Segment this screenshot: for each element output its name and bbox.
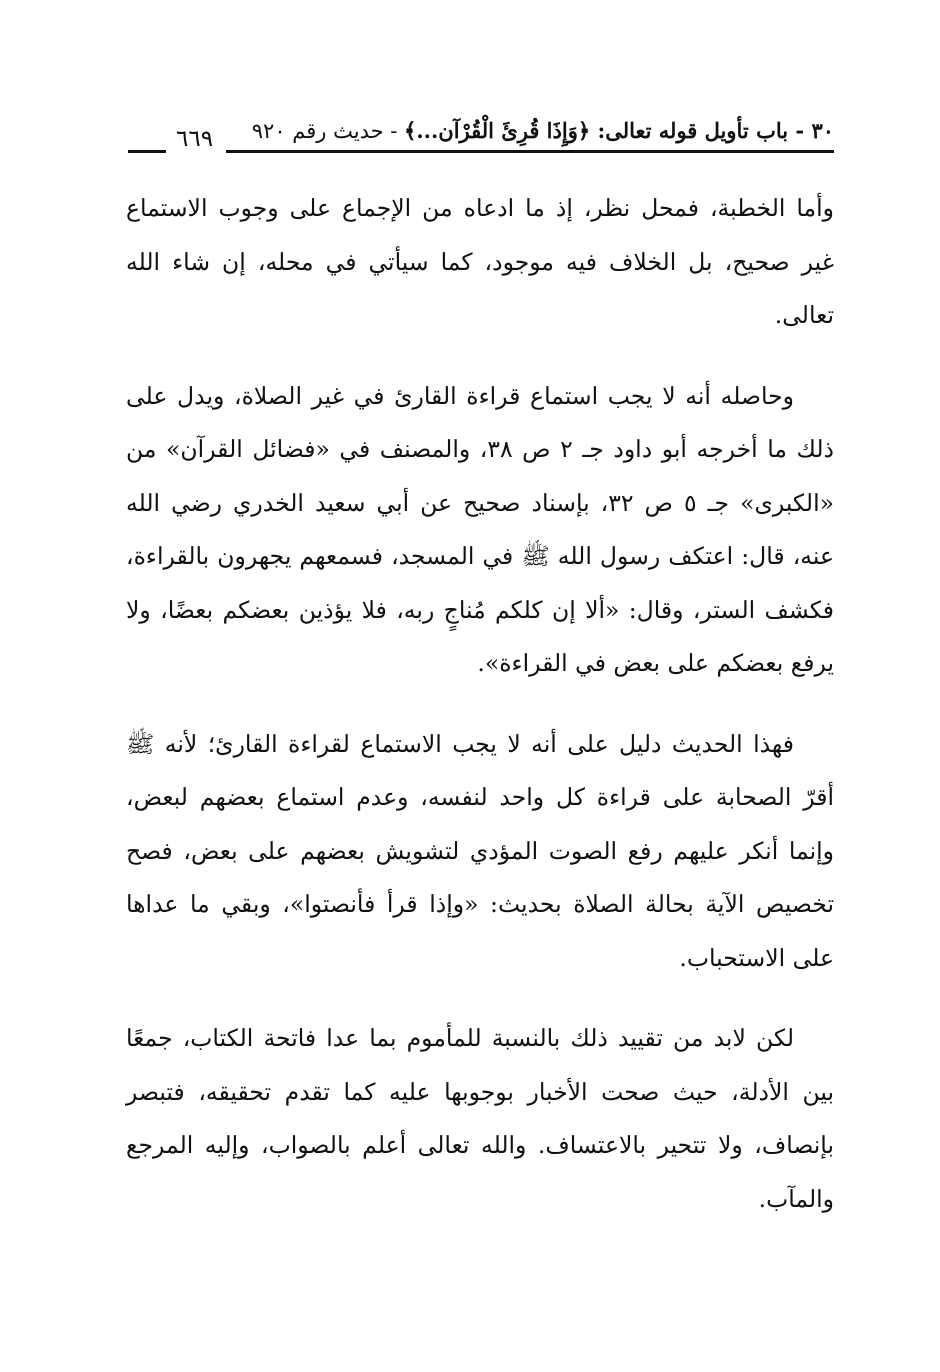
paragraph: وأما الخطبة، فمحل نظر، إذ ما ادعاه من الإجماع على وجوب الاستماع غير صحيح، بل الخلاف فيه موجود، كما سيأتي في محله، إن شاء الله تعالى. [126, 194, 834, 329]
page-number: ٦٦٩ [176, 126, 214, 152]
hadith-number: - حديث رقم ٩٢٠ [251, 119, 405, 143]
page-number-rule [128, 150, 166, 153]
header-rule [226, 150, 834, 153]
chapter-heading [252, 118, 834, 143]
chapter-title: ٣٠ - باب تأويل قوله تعالى: ﴿وَإِذَا قُرِئَ الْقُرْآن...﴾ [404, 118, 834, 143]
body-text [126, 182, 834, 1253]
paragraph: وحاصله أنه لا يجب استماع قراءة القارئ في غير الصلاة، ويدل على ذلك ما أخرجه أبو داود جـ ٢ ص ٣٨، والمصنف في «فضائل القرآن» من «الكبرى» جـ ٥ ص ٣٢، بإسناد صحيح عن أبي سعيد الخدري رضي الله عنه، قال: اعتكف رسول الله ﷺ في المسجد، فسمعهم يجهرون بالقراءة، فكشف الستر، وقال: «ألا إن كلكم مُناجٍ ربه، فلا يؤذين بعضكم بعضًا، ولا يرفع بعضكم على بعض في القراءة». [126, 381, 834, 677]
paragraph: لكن لابد من تقييد ذلك بالنسبة للمأموم بما عدا فاتحة الكتاب، جمعًا بين الأدلة، حيث صحت الأخبار بوجوبها عليه كما تقدم تحقيقه، فتبصر بإنصاف، ولا تتحير بالاعتساف. والله تعالى أعلم بالصواب، وإليه المرجع والمآب. [126, 1024, 834, 1213]
running-header [126, 112, 834, 160]
paragraph: فهذا الحديث دليل على أنه لا يجب الاستماع لقراءة القارئ؛ لأنه ﷺ أقرّ الصحابة على قراءة كل واحد لنفسه، وعدم استماع بعضهم لبعض، وإنما أنكر عليهم رفع الصوت المؤدي لتشويش بعضهم على بعض، فصح تخصيص الآية بحالة الصلاة بحديث: «وإذا قرأ فأنصتوا»، وبقي ما عداها على الاستحباب. [126, 729, 834, 972]
